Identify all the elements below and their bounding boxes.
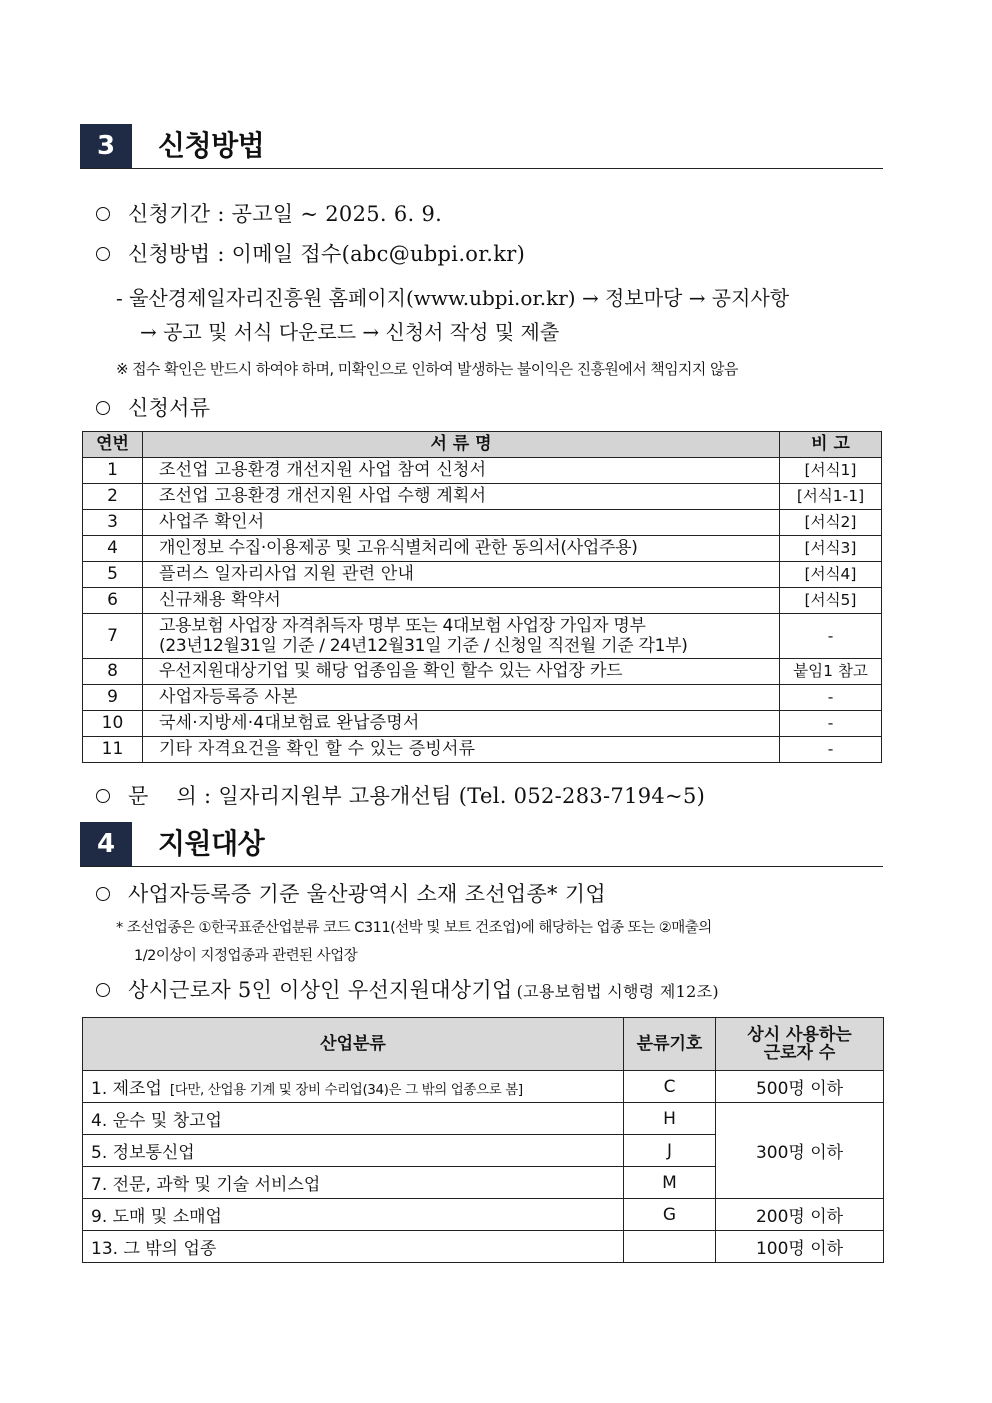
table-row: 1 조선업 고용환경 개선지원 사업 참여 신청서 [서식1]: [83, 458, 882, 484]
application-method: 신청방법 : 이메일 접수(abc@ubpi.or.kr): [96, 238, 525, 268]
col-header-industry: 산업분류: [83, 1018, 624, 1071]
target-note-line-2: 1/2이상이 지정업종과 관련된 사업장: [134, 948, 358, 964]
col-header-name: 서 류 명: [143, 432, 780, 458]
method-path-line-1: - 울산경제일자리진흥원 홈페이지(www.ubpi.or.kr) → 정보마당 → 공지사항: [116, 286, 790, 310]
circle-bullet-icon: [96, 789, 110, 803]
documents-table: [82, 431, 882, 763]
table-row: 13. 그 밖의 업종 100명 이하: [83, 1231, 884, 1263]
table-row: 3 사업주 확인서 [서식2]: [83, 510, 882, 536]
section-4-header: [80, 822, 883, 867]
section-number: 3: [80, 124, 132, 168]
table-row: 7. 전문, 과학 및 기술 서비스업 M: [83, 1167, 884, 1199]
section-title: 신청방법: [158, 129, 265, 162]
col-header-workers: 상시 사용하는 근로자 수: [716, 1018, 884, 1071]
table-row: 1. 제조업 [다만, 산업용 기계 및 장비 수리업(34)은 그 밖의 업종으로 봄] C 500명 이하: [83, 1071, 884, 1103]
method-path-line-2: → 공고 및 서식 다운로드 → 신청서 작성 및 제출: [140, 320, 560, 344]
workers-line: 상시근로자 5인 이상인 우선지원대상기업 (고용보험법 시행령 제12조): [96, 974, 719, 1004]
table-row: 6 신규채용 확약서 [서식5]: [83, 588, 882, 614]
col-header-code: 분류기호: [624, 1018, 716, 1071]
industry-table: [82, 1017, 884, 1263]
circle-bullet-icon: [96, 983, 110, 997]
table-row: 8 우선지원대상기업 및 해당 업종임을 확인 할수 있는 사업장 카드 붙임1 참고: [83, 659, 882, 685]
table-row: 9 사업자등록증 사본 -: [83, 685, 882, 711]
table-row: 5 플러스 일자리사업 지원 관련 안내 [서식4]: [83, 562, 882, 588]
circle-bullet-icon: [96, 401, 110, 415]
table-row: 4 개인정보 수집·이용제공 및 고유식별처리에 관한 동의서(사업주용) [서식3]: [83, 536, 882, 562]
col-header-note: 비 고: [780, 432, 882, 458]
inquiry-line: 문 의 : 일자리지원부 고용개선팀 (Tel. 052-283-7194~5): [96, 780, 705, 810]
table-header-row: [83, 1018, 884, 1071]
target-note-line-1: * 조선업종은 ①한국표준산업분류 코드 C311(선박 및 보트 건조업)에 해당하는 업종 또는 ②매출의: [116, 920, 712, 936]
application-period: 신청기간 : 공고일 ~ 2025. 6. 9.: [96, 198, 442, 228]
section-title: 지원대상: [158, 827, 265, 860]
col-header-no: 연번: [83, 432, 143, 458]
table-row: 10 국세·지방세·4대보험료 완납증명서 -: [83, 711, 882, 737]
circle-bullet-icon: [96, 207, 110, 221]
section-3-header: [80, 124, 883, 169]
section-number: 4: [80, 822, 132, 866]
table-row: 2 조선업 고용환경 개선지원 사업 수행 계획서 [서식1-1]: [83, 484, 882, 510]
table-row: 4. 운수 및 창고업 H 300명 이하: [83, 1103, 884, 1135]
documents-label: 신청서류: [96, 392, 210, 422]
notice-text: ※ 접수 확인은 반드시 하여야 하며, 미확인으로 인하여 발생하는 불이익은 진흥원에서 책임지지 않음: [116, 360, 738, 378]
circle-bullet-icon: [96, 887, 110, 901]
table-row: 9. 도매 및 소매업 G 200명 이하: [83, 1199, 884, 1231]
circle-bullet-icon: [96, 247, 110, 261]
target-line: 사업자등록증 기준 울산광역시 소재 조선업종* 기업: [96, 878, 606, 908]
table-row: 5. 정보통신업 J: [83, 1135, 884, 1167]
table-row: 11 기타 자격요건을 확인 할 수 있는 증빙서류 -: [83, 737, 882, 763]
table-header-row: [83, 432, 882, 458]
table-row: 7 고용보험 사업장 자격취득자 명부 또는 4대보험 사업장 가입자 명부 (23년12월31일 기준 / 24년12월31일 기준 / 신청일 직전월 기준 각1부) -: [83, 614, 882, 659]
